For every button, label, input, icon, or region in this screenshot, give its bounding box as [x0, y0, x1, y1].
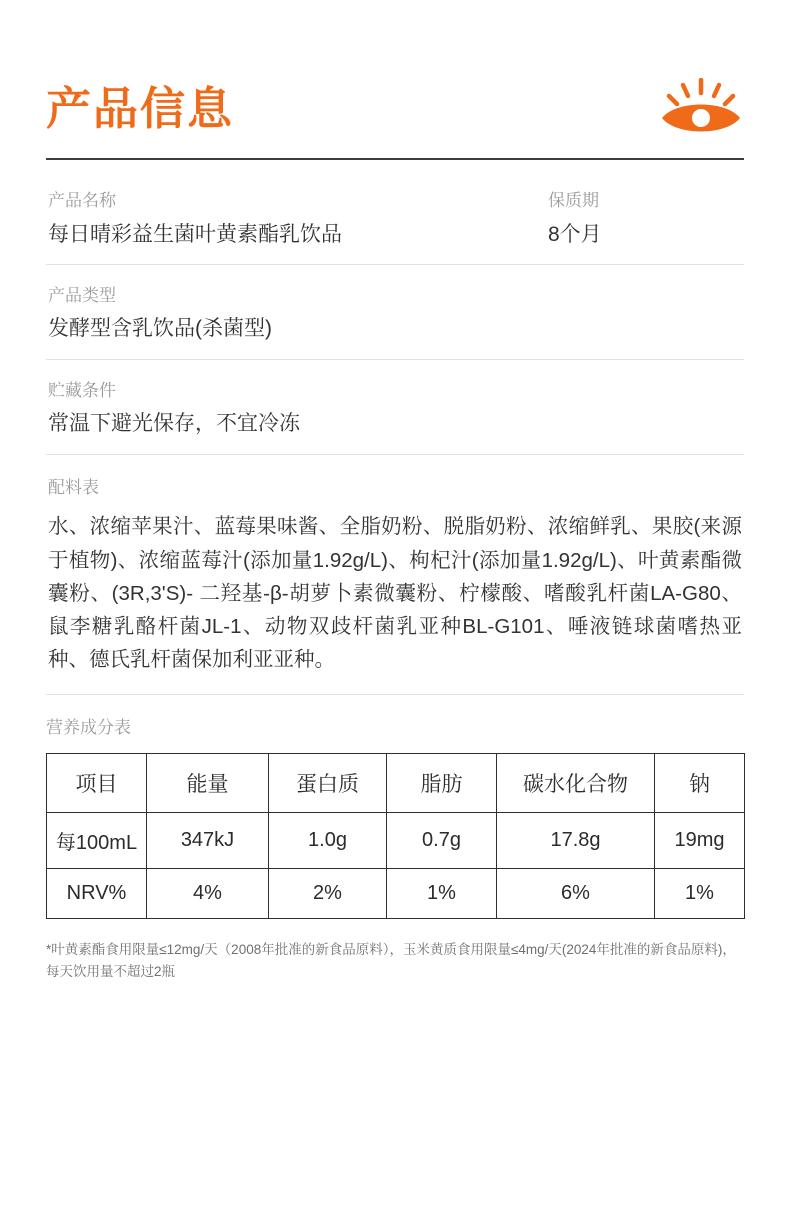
- info-row: [46, 170, 744, 265]
- table-cell: 0.7g: [387, 812, 497, 868]
- table-header-cell: 碳水化合物: [497, 753, 655, 812]
- ingredients-label: 配料表: [48, 477, 99, 497]
- table-header-cell: 项目: [47, 753, 147, 812]
- table-cell: 2%: [269, 868, 387, 918]
- ingredients-section: [46, 455, 744, 696]
- table-cell: 1.0g: [269, 812, 387, 868]
- field-value: 8个月: [548, 222, 602, 246]
- info-row: [46, 360, 744, 455]
- nutrition-section: [46, 695, 744, 1023]
- field-value: 常温下避光保存，不宜冷冻: [48, 412, 300, 436]
- table-cell: 17.8g: [497, 812, 655, 868]
- footnote: *叶黄素酯食用限量≤12mg/天（2008年批准的新食品原料），玉米黄质食用限量≤4mg/天(2024年批准的新食品原料)，每天饮用量不超过2瓶: [46, 941, 736, 980]
- field-label: 产品类型: [48, 285, 116, 305]
- field-product-type: [48, 283, 548, 345]
- info-row: [46, 265, 744, 360]
- table-header-cell: 能量: [147, 753, 269, 812]
- nutrition-label: 营养成分表: [46, 718, 131, 738]
- eye-icon: [658, 78, 744, 140]
- info-block: [46, 160, 744, 1023]
- table-header-row: [47, 753, 745, 812]
- table-row: [47, 812, 745, 868]
- table-header-cell: 脂肪: [387, 753, 497, 812]
- table-row: [47, 868, 745, 918]
- table-cell: 6%: [497, 868, 655, 918]
- table-cell: 347kJ: [147, 812, 269, 868]
- field-label: 保质期: [548, 191, 599, 210]
- field-storage-condition: [48, 378, 548, 440]
- table-cell: NRV%: [47, 868, 147, 918]
- page-title: 产品信息: [46, 83, 235, 135]
- page-header: [46, 0, 744, 160]
- table-cell: 19mg: [655, 812, 745, 868]
- table-cell: 4%: [147, 868, 269, 918]
- table-header-cell: 钠: [655, 753, 745, 812]
- table-cell: 1%: [655, 868, 745, 918]
- field-label: 产品名称: [48, 191, 116, 210]
- field-value: 每日晴彩益生菌叶黄素酯乳饮品: [48, 222, 342, 246]
- field-shelf-life: [548, 188, 742, 250]
- ingredients-text: 水、浓缩苹果汁、蓝莓果味酱、全脂奶粉、脱脂奶粉、浓缩鲜乳、果胶(来源于植物)、浓缩蓝莓汁(添加量1.92g/L)、枸杞汁(添加量1.92g/L)、叶黄素酯微囊粉、(3R,3'S)- 二羟基-β-胡萝卜素微囊粉、柠檬酸、嗜酸乳杆菌LA-G80、鼠李糖乳酪杆菌JL-1、动物双歧杆菌乳亚种BL-G101、唾液链球菌嗜热亚种、德氏乳杆菌保加利亚亚种。: [48, 515, 742, 672]
- field-label: 贮藏条件: [48, 380, 116, 400]
- field-product-name: [48, 188, 548, 250]
- table-cell: 1%: [387, 868, 497, 918]
- table-cell: 每100mL: [47, 812, 147, 868]
- table-header-cell: 蛋白质: [269, 753, 387, 812]
- nutrition-table: [46, 753, 745, 919]
- field-value: 发酵型含乳饮品(杀菌型): [48, 317, 272, 341]
